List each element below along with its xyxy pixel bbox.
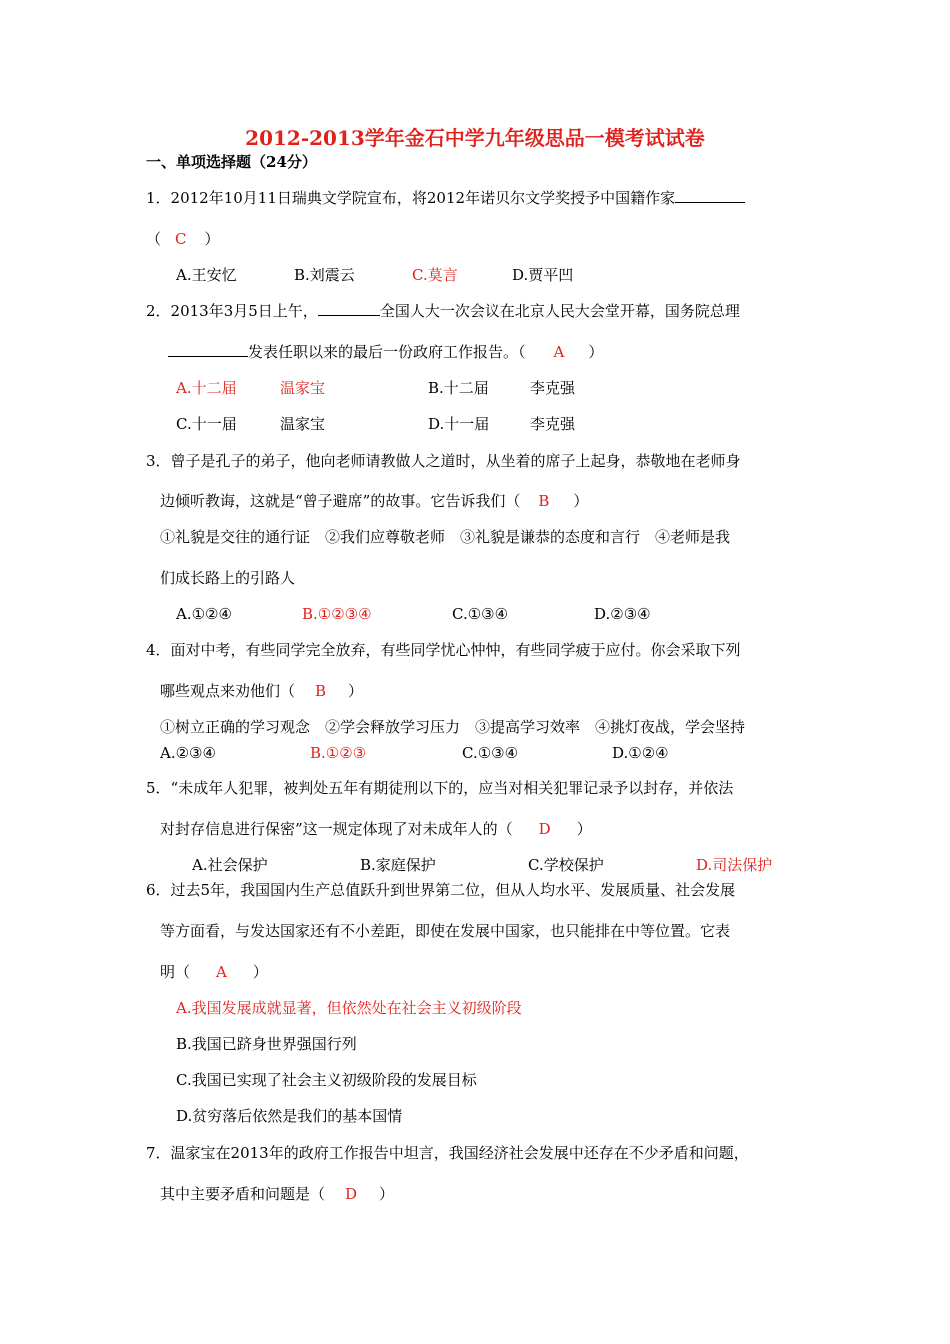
question-1-answer-line: （ C ） — [146, 230, 220, 248]
question-4-stem: 4．面对中考，有些同学完全放弃，有些同学忧心忡忡，有些同学疲于应付。你会采取下列 — [146, 641, 741, 659]
question-3-statements: ①礼貌是交往的通行证 ②我们应尊敬老师 ③礼貌是谦恭的态度和言行 ④老师是我 — [160, 528, 731, 546]
question-2-answer: A — [553, 343, 565, 361]
question-2-stem: 2．2013年3月5日上午， 全国人大一次会议在北京人民大会堂开幕，国务院总理 — [146, 302, 740, 320]
question-4-option-a: A.②③④ — [160, 744, 216, 762]
question-6-stem-end: 明（ A ） — [160, 963, 268, 981]
question-6-option-b: B.我国已跻身世界强国行列 — [176, 1035, 357, 1053]
question-2-option-c-name: 温家宝 — [280, 415, 326, 433]
question-4-option-c: C.①③④ — [462, 744, 519, 762]
question-5-option-a: A.社会保护 — [192, 856, 268, 874]
blank-line — [675, 188, 745, 203]
question-1-option-d: D.贾平凹 — [512, 266, 574, 284]
question-5-stem: 5．“未成年人犯罪，被判处五年有期徒刑以下的，应当对相关犯罪记录予以封存，并依法 — [146, 779, 734, 797]
question-4-option-d: D.①②④ — [612, 744, 669, 762]
question-2-option-a: A.十二届 — [176, 379, 237, 397]
question-7-stem: 7．温家宝在2013年的政府工作报告中坦言，我国经济社会发展中还存在不少矛盾和问题， — [146, 1144, 749, 1162]
question-5-option-b: B.家庭保护 — [360, 856, 436, 874]
question-3-stem-cont: 边倾听教诲，这就是“曾子避席”的故事。它告诉我们（ B ） — [160, 492, 589, 510]
question-6-option-d: D.贫穷落后依然是我们的基本国情 — [176, 1107, 403, 1125]
question-6-stem-cont: 等方面看，与发达国家还有不小差距，即使在发展中国家，也只能排在中等位置。它表 — [160, 922, 731, 940]
question-5-option-c: C.学校保护 — [528, 856, 604, 874]
question-1-stem: 1．2012年10月11日瑞典文学院宣布，将2012年诺贝尔文学奖授予中国籍作家 — [146, 188, 745, 208]
question-4-stem-cont: 哪些观点来劝他们（ B ） — [160, 682, 364, 700]
question-1-option-c: C.莫言 — [412, 266, 458, 284]
question-7-answer: D — [345, 1185, 358, 1203]
section-heading: 一、单项选择题（24分） — [146, 153, 317, 171]
question-7-stem-cont: 其中主要矛盾和问题是（ D ） — [160, 1185, 395, 1203]
question-6-answer: A — [216, 963, 227, 981]
question-1-answer: C — [175, 230, 187, 248]
question-6-stem: 6．过去5年，我国国内生产总值跃升到世界第二位，但从人均水平、发展质量、社会发展 — [146, 881, 736, 899]
question-1-option-a: A.王安忆 — [176, 266, 237, 284]
question-2-option-d-name: 李克强 — [530, 415, 576, 433]
question-3-option-b: B.①②③④ — [302, 605, 372, 623]
question-4-option-b: B.①②③ — [310, 744, 367, 762]
question-2-option-b-name: 李克强 — [530, 379, 576, 397]
question-5-answer: D — [538, 820, 551, 838]
question-3-stem: 3．曾子是孔子的弟子，他向老师请教做人之道时，从坐着的席子上起身，恭敬地在老师身 — [146, 452, 741, 470]
question-3-option-d: D.②③④ — [594, 605, 651, 623]
question-4-answer: B — [315, 682, 327, 700]
question-3-answer: B — [538, 492, 550, 510]
question-3-statements-cont: 们成长路上的引路人 — [160, 569, 296, 587]
question-6-option-c: C.我国已实现了社会主义初级阶段的发展目标 — [176, 1071, 477, 1089]
blank-line — [168, 342, 248, 357]
question-5-option-d: D.司法保护 — [696, 856, 773, 874]
question-2-option-d: D.十一届 — [428, 415, 490, 433]
question-1-option-b: B.刘震云 — [294, 266, 355, 284]
question-2-option-b: B.十二届 — [428, 379, 489, 397]
question-6-option-a: A.我国发展成就显著，但依然处在社会主义初级阶段 — [176, 999, 522, 1017]
question-2-option-c: C.十一届 — [176, 415, 237, 433]
blank-line — [318, 301, 380, 316]
question-2-stem-cont: 发表任职以来的最后一份政府工作报告。（ A ） — [168, 342, 603, 362]
question-2-option-a-name: 温家宝 — [280, 379, 326, 397]
exam-title: 2012-2013学年金石中学九年级思品一模考试试卷 — [245, 126, 705, 150]
question-3-option-a: A.①②④ — [176, 605, 232, 623]
question-5-stem-cont: 对封存信息进行保密”这一规定体现了对未成年人的（ D ） — [160, 820, 592, 838]
question-4-statements: ①树立正确的学习观念 ②学会释放学习压力 ③提高学习效率 ④挑灯夜战，学会坚持 — [160, 718, 746, 736]
question-3-option-c: C.①③④ — [452, 605, 509, 623]
